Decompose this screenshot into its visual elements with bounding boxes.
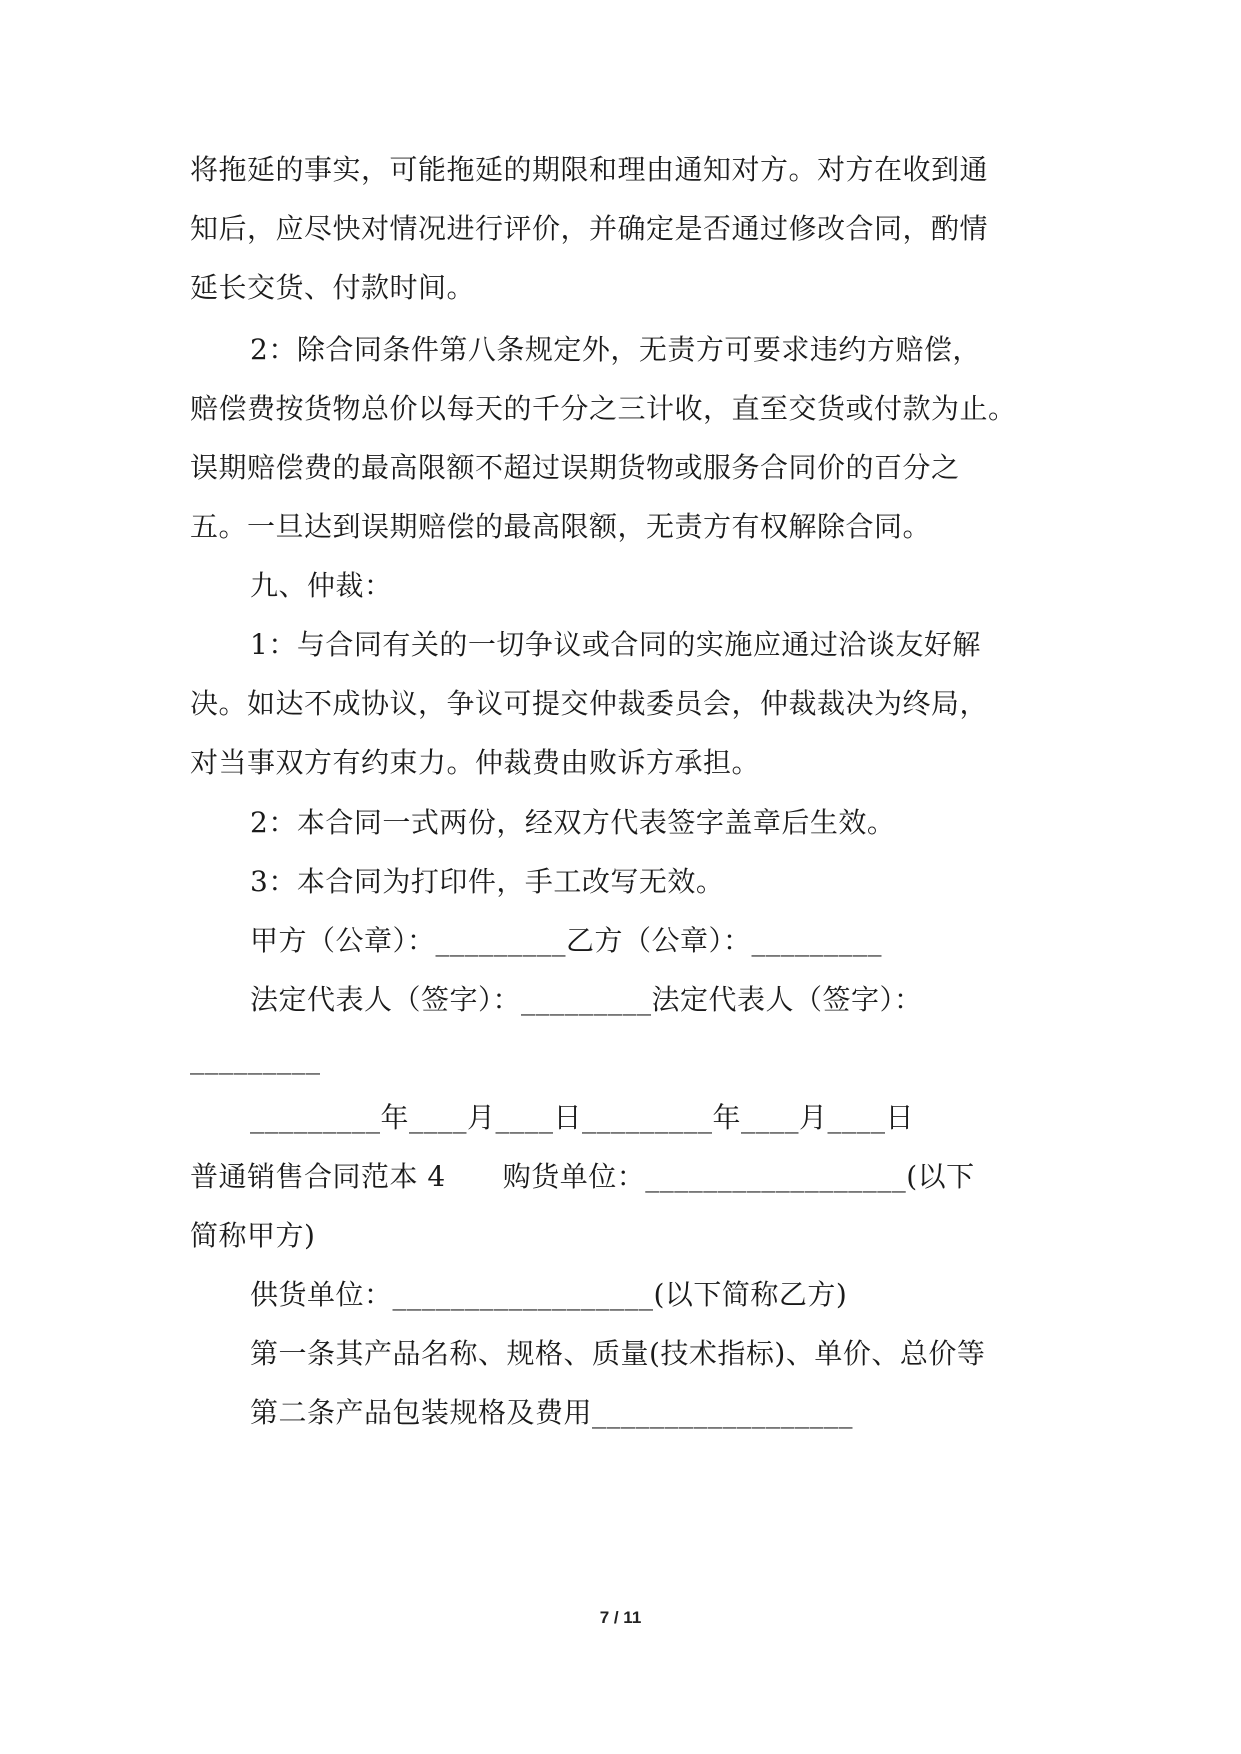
legal-representative-line: 法定代表人（签字）：_________法定代表人（签字）： (250, 983, 923, 1016)
paragraph-line: 决。如达不成协议，争议可提交仲裁委员会，仲裁裁决为终局， (190, 687, 989, 720)
clause-2-line: 2：本合同一式两份，经双方代表签字盖章后生效。 (250, 806, 896, 839)
paragraph-line: 对当事双方有约束力。仲裁费由败诉方承担。 (190, 746, 761, 779)
date-line: _________年____月____日_________年____月____日 (250, 1101, 915, 1134)
clause-1-line: 1：与合同有关的一切争议或合同的实施应通过洽谈友好解 (250, 628, 981, 661)
supplier-line: 供货单位：__________________(以下简称乙方) (250, 1278, 848, 1311)
article-1-line: 第一条其产品名称、规格、质量(技术指标)、单价、总价等 (250, 1337, 986, 1370)
paragraph-line: 赔偿费按货物总价以每天的千分之三计收，直至交货或付款为止。 (190, 392, 1017, 425)
clause-3-line: 3：本合同为打印件，手工改写无效。 (250, 865, 725, 898)
contract-title-line: 普通销售合同范本 4 购货单位：__________________(以下 (190, 1160, 975, 1193)
page-number: 7 / 11 (599, 1608, 642, 1627)
article-2-line: 第二条产品包装规格及费用__________________ (250, 1396, 854, 1429)
paragraph-line: 将拖延的事实，可能拖延的期限和理由通知对方。对方在收到通 (190, 153, 989, 186)
paragraph-line: 误期赔偿费的最高限额不超过误期货物或服务合同价的百分之 (190, 451, 960, 484)
signature-blank: _________ (190, 1042, 321, 1075)
section-heading-arbitration: 九、仲裁： (250, 569, 393, 602)
paragraph-line: 延长交货、付款时间。 (190, 271, 476, 304)
paragraph-line: 知后，应尽快对情况进行评价，并确定是否通过修改合同，酌情 (190, 212, 989, 245)
paragraph-line: 简称甲方) (190, 1219, 316, 1252)
paragraph-line: 五。一旦达到误期赔偿的最高限额，无责方有权解除合同。 (190, 510, 932, 543)
clause-2-line: 2：除合同条件第八条规定外，无责方可要求违约方赔偿， (250, 333, 981, 366)
party-seal-line: 甲方（公章）：_________乙方（公章）：_________ (250, 924, 883, 957)
